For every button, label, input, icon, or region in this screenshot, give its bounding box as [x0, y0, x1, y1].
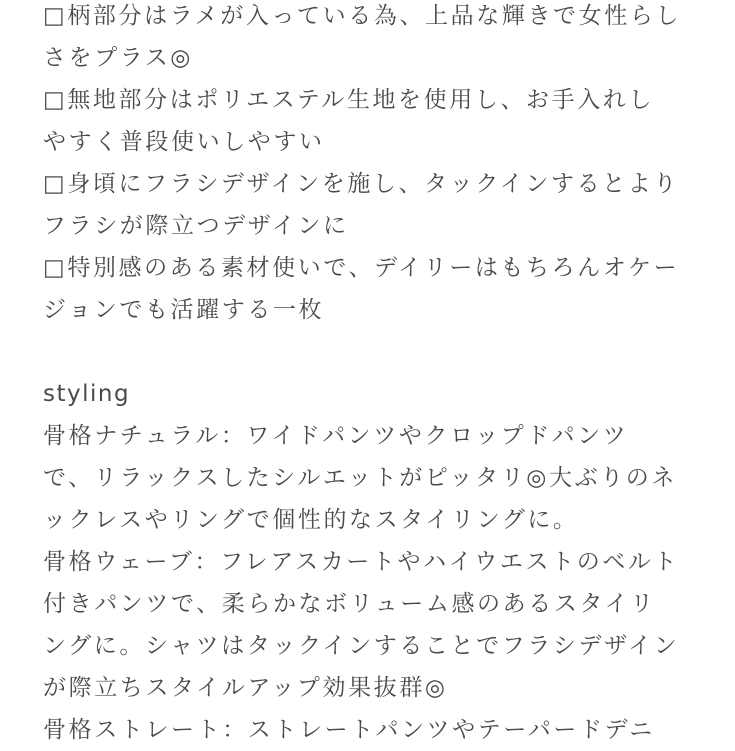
product-description [43, 0, 703, 751]
feature-text-line: □柄部分はラメが入っている為、上品な輝きで女性らし [43, 3, 682, 29]
styling-text-line: ックレスやリングで個性的なスタイリングに。 [43, 507, 579, 533]
feature-text-line: やすく普段使いしやすい [43, 129, 325, 155]
feature-list [43, 0, 703, 331]
feature-text-line: ジョンでも活躍する一枚 [43, 297, 325, 323]
styling-heading: styling [43, 381, 131, 407]
styling-text-line: 付きパンツで、柔らかなボリューム感のあるスタイリ [43, 591, 656, 617]
feature-text-line: □特別感のある素材使いで、デイリーはもちろんオケー [43, 255, 680, 281]
feature-text-line: □身頃にフラシデザインを施し、タックインするとより [43, 171, 679, 197]
feature-text-line: さをプラス◎ [43, 45, 193, 71]
spacer [43, 331, 703, 373]
feature-text-line: □無地部分はポリエステル生地を使用し、お手入れし [43, 87, 655, 113]
styling-text-line: で、リラックスしたシルエットがピッタリ◎大ぶりのネ [43, 465, 677, 491]
feature-text-line: フラシが際立つデザインに [43, 213, 349, 239]
styling-text-line: 骨格ストレート：ストレートパンツやテーパードデニ [43, 717, 655, 743]
styling-text-line: 骨格ナチュラル：ワイドパンツやクロップドパンツ [43, 423, 629, 449]
styling-section [43, 373, 703, 751]
styling-text-line: 骨格ウェーブ：フレアスカートやハイウエストのベルト [43, 549, 680, 575]
styling-text-line: ングに。シャツはタックインすることでフラシデザイン [43, 633, 680, 659]
styling-text-line: が際立ちスタイルアップ効果抜群◎ [43, 675, 448, 701]
